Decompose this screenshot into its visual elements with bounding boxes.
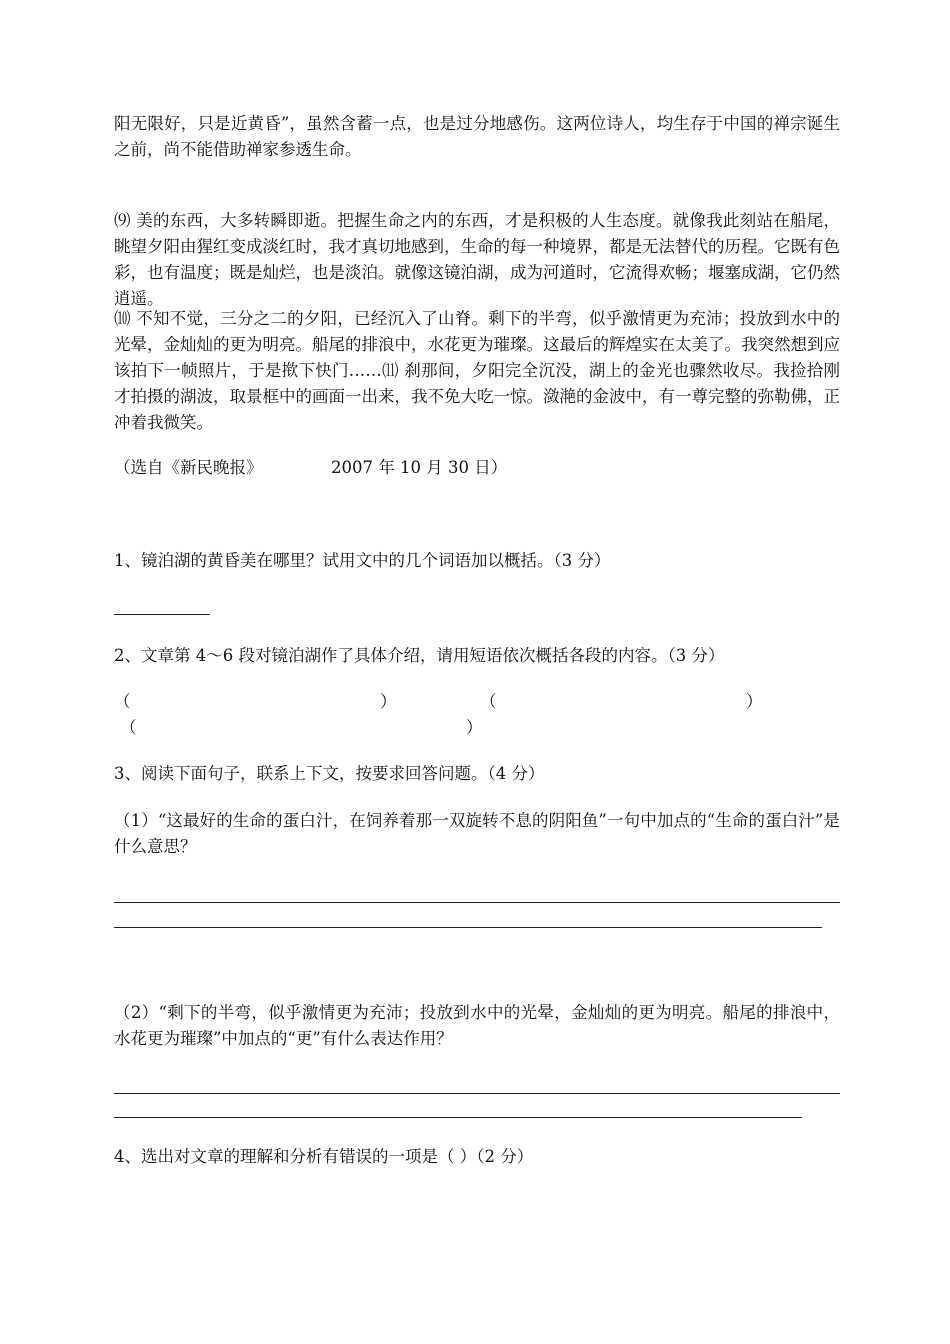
passage-paragraph-10: ⑽ 不知不觉，三分之二的夕阳，已经沉入了山脊。剩下的半弯，似乎激情更为充沛；投放到水中的光晕，金灿灿的更为明亮。船尾的排浪中，水花更为璀璨。这最后的辉煌实在太美了。我突然想到应该拍下一帧照片，于是揿下快门……⑾ 刹那间，夕阳完全沉没，湖上的金光也骤然收尽。我捡拾刚才拍摄的湖波，取景框中的画面一出来，我不免大吃一惊。潋滟的金波中，有一尊完整的弥勒佛，正冲着我微笑。: [114, 309, 840, 432]
q2-answer-1-close-paren: ）: [380, 692, 397, 711]
q2-answer-2-close-paren: ）: [746, 692, 763, 711]
source-citation: [114, 455, 507, 481]
q2-answer-3-close-paren: ）: [466, 718, 483, 737]
question-3-part-2: （2）“剩下的半弯，似乎激情更为充沛；投放到水中的光晕，金灿灿的更为明亮。船尾的排浪中，水花更为璀璨”中加点的“更”有什么表达作用？: [114, 1003, 840, 1048]
answer-line-q3-1-a[interactable]: [114, 902, 840, 903]
question-1: 1、镜泊湖的黄昏美在哪里？试用文中的几个词语加以概括。（3 分）: [114, 551, 611, 570]
question-2: 2、文章第 4～6 段对镜泊湖作了具体介绍，请用短语依次概括各段的内容。（3 分）: [114, 646, 725, 665]
answer-line-q1[interactable]: [114, 614, 210, 615]
source-date: 2007 年 10 月 30 日）: [331, 458, 508, 477]
q2-answer-3-open-paren: （: [120, 718, 137, 737]
passage-intro-paragraph: 阳无限好，只是近黄昏”，虽然含蓄一点，也是过分地感伤。这两位诗人，均生存于中国的禅宗诞生之前，尚不能借助禅家参透生命。: [114, 114, 840, 159]
answer-line-q3-2-b[interactable]: [114, 1117, 802, 1118]
question-3: 3、阅读下面句子，联系上下文，按要求回答问题。（4 分）: [114, 764, 545, 783]
source-newspaper: （选自《新民晚报》: [114, 458, 263, 477]
question-3-part-1: （1）“这最好的生命的蛋白汁，在饲养着那一双旋转不息的阴阳鱼”一句中加点的“生命的蛋白汁”是什么意思？: [114, 811, 840, 856]
q2-answer-1-open-paren: （: [114, 692, 131, 711]
answer-line-q3-2-a[interactable]: [114, 1093, 840, 1094]
answer-line-q3-1-b[interactable]: [114, 927, 822, 928]
passage-paragraph-9: ⑼ 美的东西，大多转瞬即逝。把握生命之内的东西，才是积极的人生态度。就像我此刻站在船尾，眺望夕阳由猩红变成淡红时，我才真切地感到，生命的每一种境界，都是无法替代的历程。它既有色彩，也有温度；既是灿烂，也是淡泊。就像这镜泊湖，成为河道时，它流得欢畅；堰塞成湖，它仍然逍遥。: [114, 211, 840, 308]
q2-answer-2-open-paren: （: [480, 692, 497, 711]
question-4: 4、选出对文章的理解和分析有错误的一项是（ ）（2 分）: [114, 1147, 534, 1166]
